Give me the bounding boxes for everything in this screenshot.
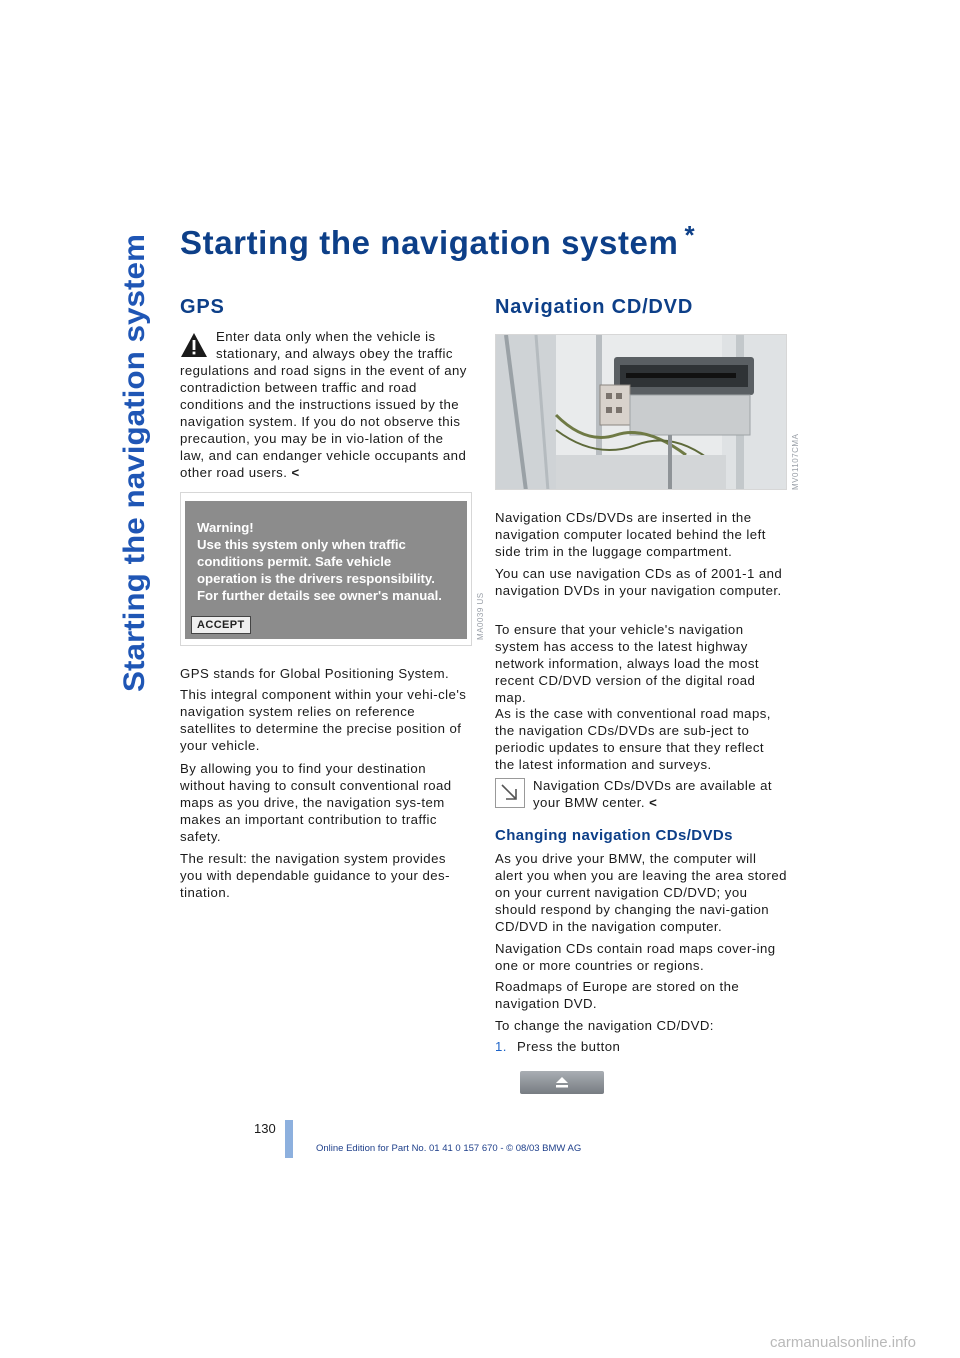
screen-message [197, 519, 442, 604]
screen-line-2: Use this system only when traffic [197, 537, 406, 552]
footer-edition-note: Online Edition for Part No. 01 41 0 157 670 - © 08/03 BMW AG [316, 1143, 582, 1154]
note-end-mark: < [649, 795, 658, 810]
side-title-text: Starting the navigation system [118, 255, 151, 692]
nav-paragraph-2: You can use navigation CDs as of 2001-1 and navigation DVDs in your navigation computer. [495, 566, 783, 598]
step-1 [495, 1038, 787, 1055]
nav-paragraph-5: As you drive your BMW, the computer will alert you when you are leaving the area stored on your current navigation CD/DVD; you should respond by changing the navi-gation CD/DVD in the navigation computer. [495, 851, 787, 934]
nav-paragraph-1: Navigation CDs/DVDs are inserted in the navigation computer located behind the left side trim in the luggage compartment. [495, 510, 766, 559]
side-running-title [112, 232, 156, 692]
changing-cds-heading: Changing navigation CDs/DVDs [495, 827, 733, 844]
nav-paragraph-4: As is the case with conventional road maps, the navigation CDs/DVDs are sub-ject to periodic updates to ensure that they reflect the latest information and surveys. [495, 706, 771, 772]
gps-paragraph-1: GPS stands for Global Positioning System. [180, 666, 450, 681]
accept-button: ACCEPT [191, 616, 251, 634]
page-title-text: Starting the navigation system [180, 224, 679, 261]
optional-equipment-mark: * [684, 220, 696, 250]
photo-code: MV01107CMA [791, 433, 800, 490]
page-number: 130 [254, 1121, 276, 1136]
screen-line-1: Warning! [197, 520, 254, 535]
nav-paragraph-8: To change the navigation CD/DVD: [495, 1018, 714, 1033]
step-number: 1. [495, 1039, 507, 1054]
nav-paragraph-3: To ensure that your vehicle's navigation system has access to the latest highway network information, always load the most recent CD/DVD version of the digital road map. [495, 622, 759, 705]
note-line-2 [533, 794, 793, 811]
page-title [180, 220, 696, 262]
gps-paragraph-4: The result: the navigation system provides you with dependable guidance to your des-tination. [180, 851, 450, 900]
gps-paragraph-3: By allowing you to find your destination without having to consult conventional road maps as you drive, the navigation sys-tem makes an important contribution to traffic safety. [180, 761, 452, 844]
note-line-2-text: your BMW center. [533, 795, 645, 810]
screen-display [185, 501, 467, 639]
screen-line-5: For further details see owner's manual. [197, 588, 442, 603]
eject-button-image [520, 1071, 604, 1094]
navigation-computer-photo [495, 334, 787, 490]
gps-heading: GPS [180, 296, 225, 318]
warning-body [180, 362, 472, 481]
gps-paragraph-2: This integral component within your vehi-cle's navigation system relies on reference satellites to determine the precise position of your vehicle. [180, 687, 467, 753]
warning-line-1: Enter data only when the vehicle is [216, 329, 436, 344]
image-code: MA0039 US [476, 592, 485, 640]
page-margin-bar [285, 1120, 293, 1158]
screen-line-4: operation is the drivers responsibility. [197, 571, 435, 586]
nav-paragraph-6: Navigation CDs contain road maps cover-ing one or more countries or regions. [495, 941, 776, 973]
warning-body-text: regulations and road signs in the event of any contradiction between traffic and road conditions and the instructions issued by the navigation system. If you do not observe this precaution, you may be in vio-lation of the law, and can endanger vehicle occupants and other road users. [180, 363, 467, 480]
nav-heading: Navigation CD/DVD [495, 296, 694, 318]
watermark: carmanualsonline.info [770, 1334, 916, 1351]
end-mark: < [291, 465, 300, 480]
screen-line-3: conditions permit. Safe vehicle [197, 554, 392, 569]
nav-paragraph-7: Roadmaps of Europe are stored on the navigation DVD. [495, 979, 740, 1011]
note-icon [495, 778, 525, 808]
warning-triangle-icon [180, 332, 208, 358]
eject-icon [556, 1077, 568, 1088]
warning-line-2: stationary, and always obey the traffic [216, 346, 453, 361]
note-line-1: Navigation CDs/DVDs are available at [533, 778, 773, 793]
warning-screen-image [180, 492, 472, 646]
step-text: Press the button [517, 1039, 621, 1054]
